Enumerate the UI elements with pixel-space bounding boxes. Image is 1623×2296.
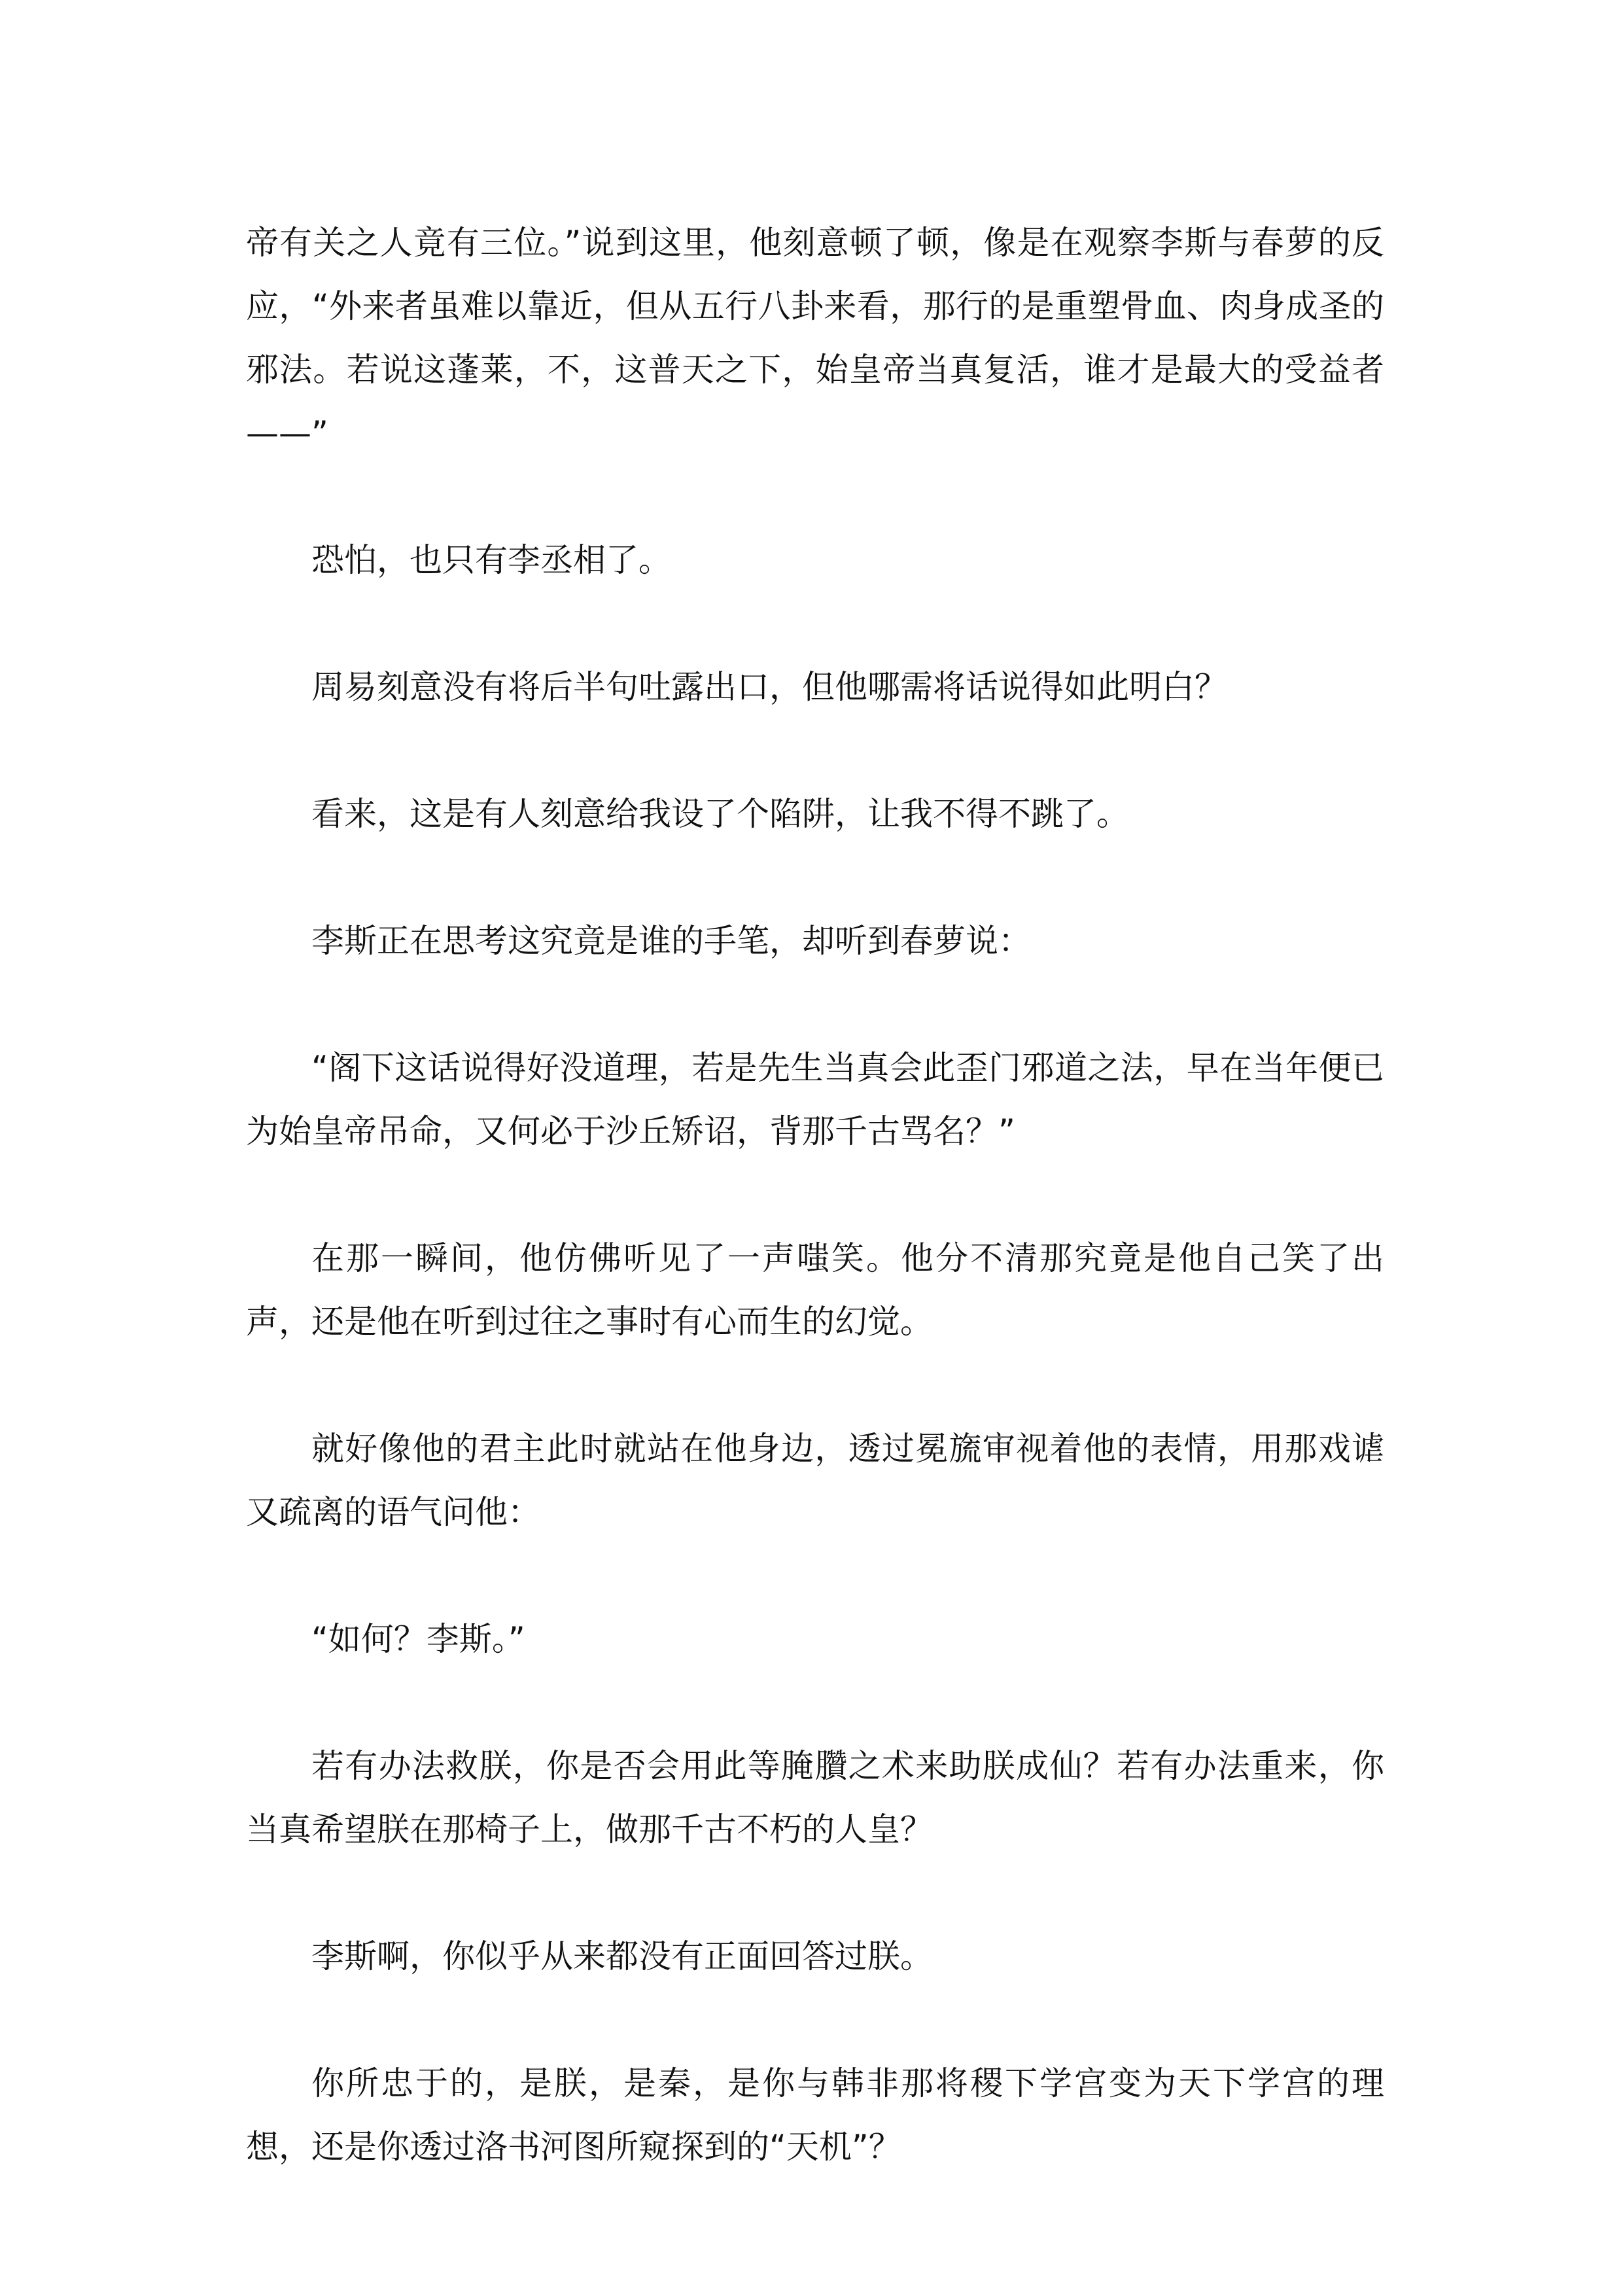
paragraph: 恐怕，也只有李丞相了。 <box>311 541 671 579</box>
paragraph: 李斯啊，你似乎从来都没有正面回答过朕。 <box>311 1937 933 1975</box>
paragraph-gap <box>246 719 1384 783</box>
paragraph: 就好像他的君主此时就站在他身边，透过冕旒审视着他的表情，用那戏谑又疏离的语气问他： <box>246 1430 1384 1531</box>
paragraph-continued: 帝有关之人竟有三位。”说到这里，他刻意顿了顿，像是在观察李斯与春萝的反应，“外来者虽难以靠近，但从五行八卦来看，那行的是重塑骨血、肉身成圣的邪法。若说这蓬莱，不，这普天之下，始皇帝当真复活，谁才是最大的受益者——” <box>246 224 1384 452</box>
paragraph-gap <box>246 1544 1384 1608</box>
paragraph-gap <box>246 1862 1384 1925</box>
paragraph-gap <box>246 1163 1384 1227</box>
paragraph: 若有办法救朕，你是否会用此等腌臢之术来助朕成仙？若有办法重来，你当真希望朕在那椅子上，做那千古不朽的人皇？ <box>246 1747 1384 1848</box>
paragraph-gap <box>246 973 1384 1036</box>
paragraph-gap <box>246 1354 1384 1417</box>
paragraph-gap <box>246 465 1384 529</box>
paragraph: 在那一瞬间，他仿佛听见了一声嗤笑。他分不清那究竟是他自己笑了出声，还是他在听到过往之事时有心而生的幻觉。 <box>246 1239 1384 1341</box>
paragraph: “如何？李斯。” <box>311 1620 525 1658</box>
paragraph: 看来，这是有人刻意给我设了个陷阱，让我不得不跳了。 <box>311 795 1129 833</box>
paragraph-gap <box>246 846 1384 910</box>
paragraph-gap <box>246 592 1384 656</box>
document-page <box>246 211 1384 2179</box>
paragraph: 周易刻意没有将后半句吐露出口，但他哪需将话说得如此明白？ <box>311 668 1227 706</box>
paragraph: 李斯正在思考这究竟是谁的手笔，却听到春萝说： <box>311 922 1031 960</box>
paragraph-gap <box>246 1671 1384 1735</box>
paragraph-gap <box>246 1988 1384 2052</box>
paragraph: 你所忠于的，是朕，是秦，是你与韩非那将稷下学宫变为天下学宫的理想，还是你透过洛书河图所窥探到的“天机”？ <box>246 2064 1384 2166</box>
paragraph: “阁下这话说得好没道理，若是先生当真会此歪门邪道之法，早在当年便已为始皇帝吊命，又何必于沙丘矫诏，背那千古骂名？” <box>246 1049 1384 1150</box>
